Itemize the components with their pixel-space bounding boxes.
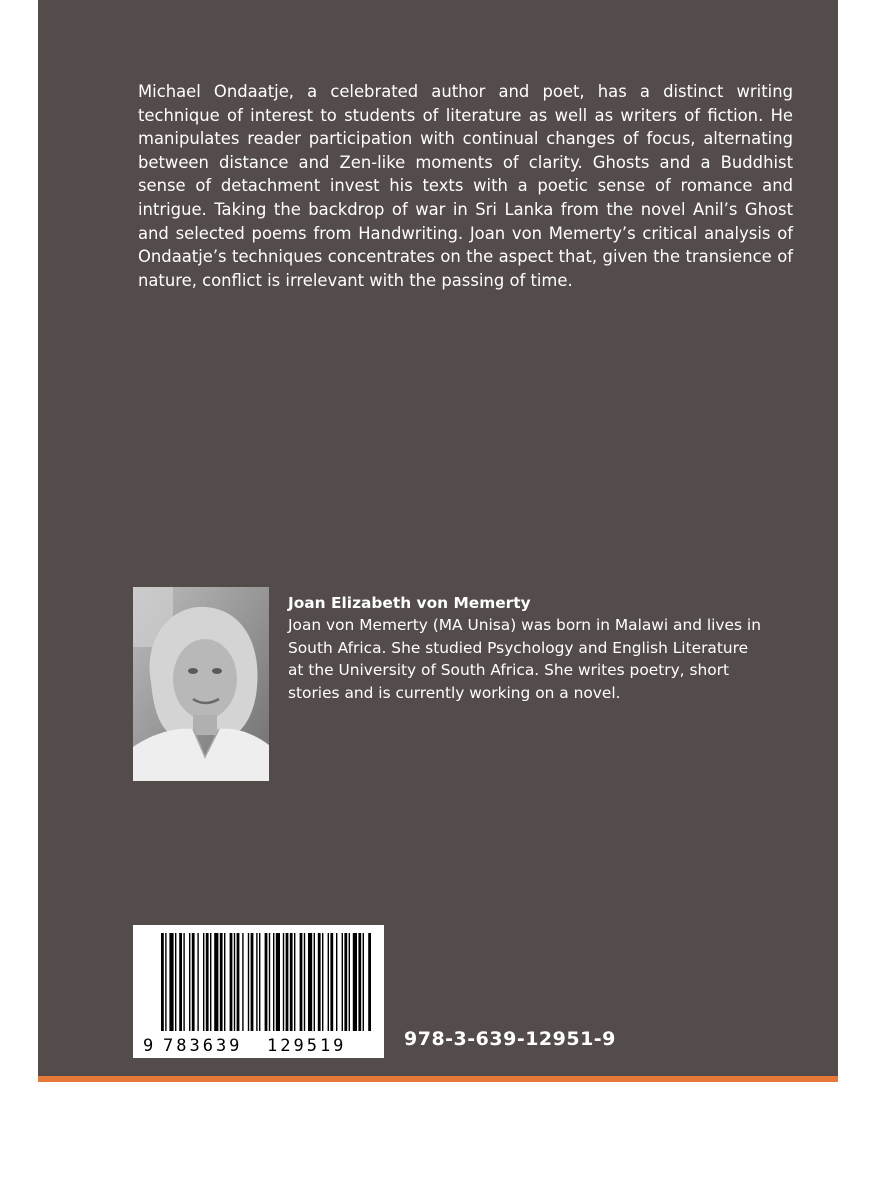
author-portrait-image <box>133 587 269 781</box>
barcode-bar <box>300 933 303 1031</box>
barcode-bar <box>349 933 350 1031</box>
barcode-bar <box>363 933 364 1031</box>
barcode-bar <box>165 933 166 1031</box>
barcode-bar <box>358 933 361 1031</box>
barcode-bar <box>256 933 257 1031</box>
author-bio <box>288 592 768 704</box>
barcode-bar <box>224 933 225 1031</box>
barcode-bar <box>220 933 223 1031</box>
barcode-bar <box>210 933 211 1031</box>
barcode-bar <box>234 933 235 1031</box>
isbn-number: 978-3-639-12951-9 <box>404 1028 616 1050</box>
barcode-bar <box>353 933 357 1031</box>
barcode-bar <box>237 933 240 1031</box>
barcode-bar <box>197 933 198 1031</box>
barcode-bar <box>192 933 195 1031</box>
barcode-bar <box>175 933 176 1031</box>
barcode-bar <box>259 933 260 1031</box>
barcode-bar <box>336 933 337 1031</box>
barcode-bar <box>248 933 249 1031</box>
accent-band <box>38 1076 838 1082</box>
barcode-bar <box>294 933 295 1031</box>
barcode-bar <box>328 933 329 1031</box>
barcode-bar <box>276 933 280 1031</box>
author-photo <box>133 587 269 781</box>
barcode-lead-digit: 9 <box>143 1036 154 1056</box>
barcode-right-digits: 129519 <box>267 1036 347 1056</box>
barcode-bar <box>179 933 182 1031</box>
barcode-graphic <box>133 925 384 1058</box>
author-name: Joan Elizabeth von Memerty <box>288 594 531 612</box>
barcode-bar <box>342 933 343 1031</box>
barcode-bar <box>203 933 204 1031</box>
barcode-bar <box>286 933 289 1031</box>
barcode-bar <box>318 933 321 1031</box>
barcode-bar <box>269 933 270 1031</box>
barcode-bar <box>169 933 173 1031</box>
barcode-bar <box>322 933 323 1031</box>
barcode-bar <box>206 933 209 1031</box>
barcode-bar <box>368 933 371 1031</box>
barcode-bar <box>251 933 254 1031</box>
book-blurb: Michael Ondaatje, a celebrated author and poet, has a distinct writing technique of interest to students of literature as well as writers of fiction. He manipulates reader participation with continual changes of focus, alternating between distance and Zen-like moments of clarity. Ghosts and a Buddhist sense of detachment invest his texts with a poetic sense of romance and intrigue. Taking the backdrop of war in Sri Lanka from the novel Anil’s Ghost and selected poems from Handwriting. Joan von Memerty’s critical analysis of Ondaatje’s techniques concentrates on the aspect that, given the transience of nature, conflict is irrelevant with the passing of time. <box>138 82 793 290</box>
barcode-bar <box>308 933 312 1031</box>
barcode-left-digits: 783639 <box>163 1036 243 1056</box>
barcode-bar <box>161 933 164 1031</box>
barcode-bar <box>265 933 268 1031</box>
barcode-bar <box>314 933 315 1031</box>
barcode-bar <box>189 933 190 1031</box>
barcode-bar <box>290 933 293 1031</box>
barcode-bar <box>344 933 347 1031</box>
barcode-bar <box>330 933 333 1031</box>
barcode-bar <box>230 933 233 1031</box>
barcode-bar <box>242 933 243 1031</box>
barcode <box>133 925 384 1058</box>
author-bio-text: Joan von Memerty (MA Unisa) was born in Malawi and lives in South Africa. She studied Psychology and English Literature at the University of South Africa. She writes poetry, short stories and is currently working on a novel. <box>288 616 761 702</box>
barcode-bar <box>214 933 218 1031</box>
barcode-bar <box>304 933 305 1031</box>
barcode-bar <box>183 933 184 1031</box>
barcode-bar <box>283 933 284 1031</box>
barcode-bar <box>273 933 274 1031</box>
